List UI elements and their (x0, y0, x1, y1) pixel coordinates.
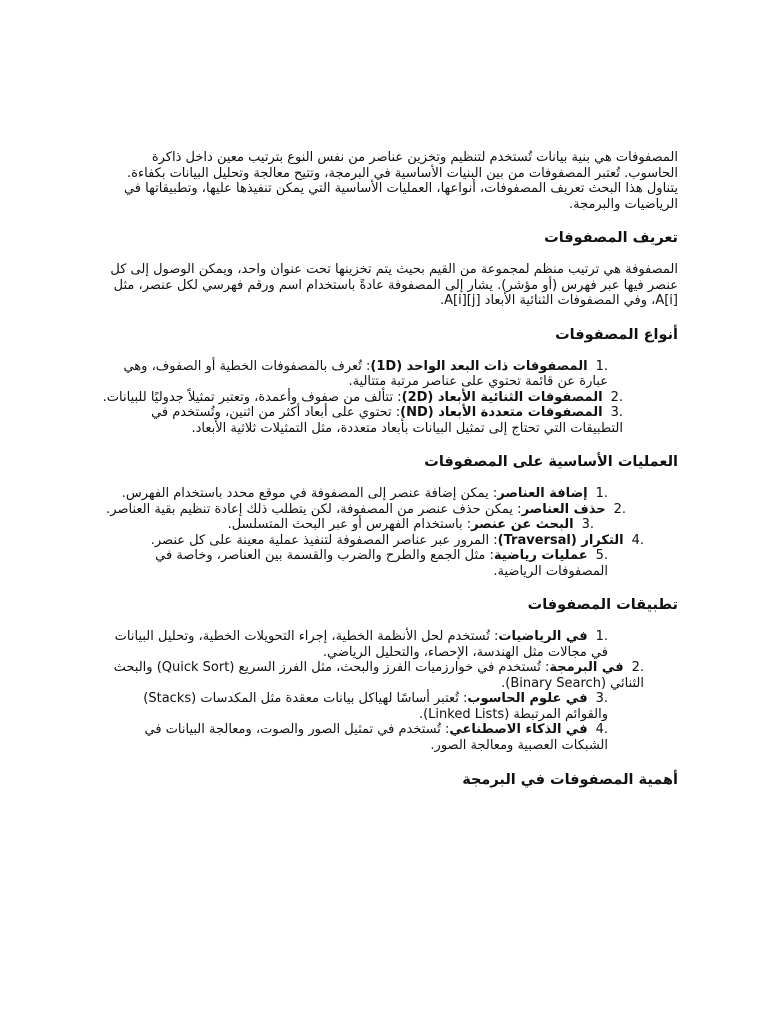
list-text: : المرور عبر عناصر المصفوفة لتنفيذ عملية معينة على كل عنصر. (150, 532, 498, 548)
list-text: : تتألف من صفوف وأعمدة، وتعتبر تمثيلاً جدوليًا للبيانات. (102, 389, 402, 405)
list-term: في الرياضيات (498, 629, 588, 644)
list-item (98, 405, 678, 436)
document-page (98, 150, 678, 789)
list-number: 5. (595, 548, 608, 563)
list-term: في الذكاء الاصطناعي (449, 722, 588, 737)
list-number: 3. (581, 517, 594, 532)
list-number: 2. (610, 389, 623, 405)
list-number: 4. (631, 532, 644, 548)
list-term: عمليات رياضية (493, 548, 588, 563)
list-text: : تُستخدم في خوارزميات الفرز والبحث، مثل الفرز السريع (Quick Sort) والبحث الثنائي (Binary Search). (113, 660, 644, 691)
operations-heading: العمليات الأساسية على المصفوفات (424, 454, 678, 470)
list-term: المصفوفات ذات البعد الواحد (1D) (370, 358, 588, 374)
list-text: : مثل الجمع والطرح والضرب والقسمة بين العناصر، وخاصة في المصفوفات الرياضية. (155, 548, 608, 579)
types-heading: أنواع المصفوفات (555, 326, 678, 343)
list-item (98, 722, 678, 753)
list-item (98, 533, 678, 549)
list-text: : تُعرف بالمصفوفات الخطية أو الصفوف، وهي عبارة عن قائمة تحتوي على عناصر مرتبة متتالية. (123, 358, 608, 389)
operations-list (98, 486, 678, 579)
list-term: التكرار (Traversal) (497, 532, 624, 548)
list-term: البحث عن عنصر (471, 517, 574, 532)
list-text: : يمكن إضافة عنصر إلى المصفوفة في موقع محدد باستخدام الفهرس. (121, 486, 498, 501)
list-term: في علوم الحاسوب (467, 691, 588, 706)
list-number: 4. (595, 722, 608, 737)
list-term: المصفوفات الثنائية الأبعاد (2D) (401, 389, 603, 405)
applications-heading: تطبيقات المصفوفات (527, 597, 678, 613)
definition-paragraph: المصفوفة هي ترتيب منظم لمجموعة من القيم بحيث يتم تخزينها تحت عنوان واحد، ويمكن الوصول إلى كل عنصر فيها عبر فهرس (أو مؤشر). يشار إلى المصفوفة عادةً باستخدام اسم ورقم فهرسي لكل عنصر، مثل A[i]، وفي المصفوفات الثنائية الأبعاد A[i][j]. (110, 262, 678, 308)
applications-list (98, 629, 678, 753)
list-number: 3. (595, 691, 608, 706)
list-text: : يمكن حذف عنصر من المصفوفة، لكن يتطلب ذلك إعادة تنظيم بقية العناصر. (106, 501, 522, 517)
list-number: 2. (631, 660, 644, 675)
list-term: إضافة العناصر (497, 486, 588, 501)
list-item (98, 359, 678, 390)
list-item (98, 629, 678, 660)
list-item (98, 486, 678, 502)
list-item (98, 548, 678, 579)
list-number: 3. (610, 405, 623, 420)
list-item (98, 502, 678, 518)
definition-heading: تعريف المصفوفات (544, 230, 678, 246)
list-number: 2. (613, 501, 626, 517)
list-item (98, 517, 678, 533)
list-text: : باستخدام الفهرس أو عبر البحث المتسلسل. (227, 517, 472, 532)
list-text: : تحتوي على أبعاد أكثر من اثنين، وتُستخدم في التطبيقات التي تحتاج إلى تمثيل البيانات بأبعاد متعددة، مثل التمثيلات ثلاثية الأبعاد. (151, 405, 623, 436)
types-list (98, 359, 678, 437)
list-number: 1. (595, 358, 608, 374)
list-text: : تُستخدم لحل الأنظمة الخطية، إجراء التحويلات الخطية، وتحليل البيانات في مجالات مثل الهندسة، الإحصاء، والتحليل الرياضي. (114, 629, 608, 660)
intro-paragraph: المصفوفات هي بنية بيانات تُستخدم لتنظيم وتخزين عناصر من نفس النوع بترتيب معين داخل ذاكرة الحاسوب. تُعتبر المصفوفات من بين البنيات الأساسية في البرمجة، وتتيح معالجة وتحليل البيانات بكفاءة. يتناول هذا البحث تعريف المصفوفات، أنواعها، العمليات الأساسية التي يمكن تنفيذها عليها، وتطبيقاتها في الرياضيات والبرمجة. (123, 150, 678, 212)
importance-heading: أهمية المصفوفات في البرمجة (462, 772, 678, 788)
list-text: : تُعتبر أساسًا لهياكل بيانات معقدة مثل المكدسات (Stacks) والقوائم المرتبطة (Linked Lists). (143, 691, 608, 722)
list-text: : تُستخدم في تمثيل الصور والصوت، ومعالجة البيانات في الشبكات العصبية ومعالجة الصور. (144, 722, 608, 753)
list-number: 1. (595, 486, 608, 501)
list-term: المصفوفات متعددة الأبعاد (ND) (400, 405, 603, 420)
list-item (98, 390, 678, 406)
list-number: 1. (595, 629, 608, 644)
list-item (98, 691, 678, 722)
list-item (98, 660, 678, 691)
list-term: حذف العناصر (521, 501, 606, 517)
list-term: في البرمجة (549, 660, 624, 675)
